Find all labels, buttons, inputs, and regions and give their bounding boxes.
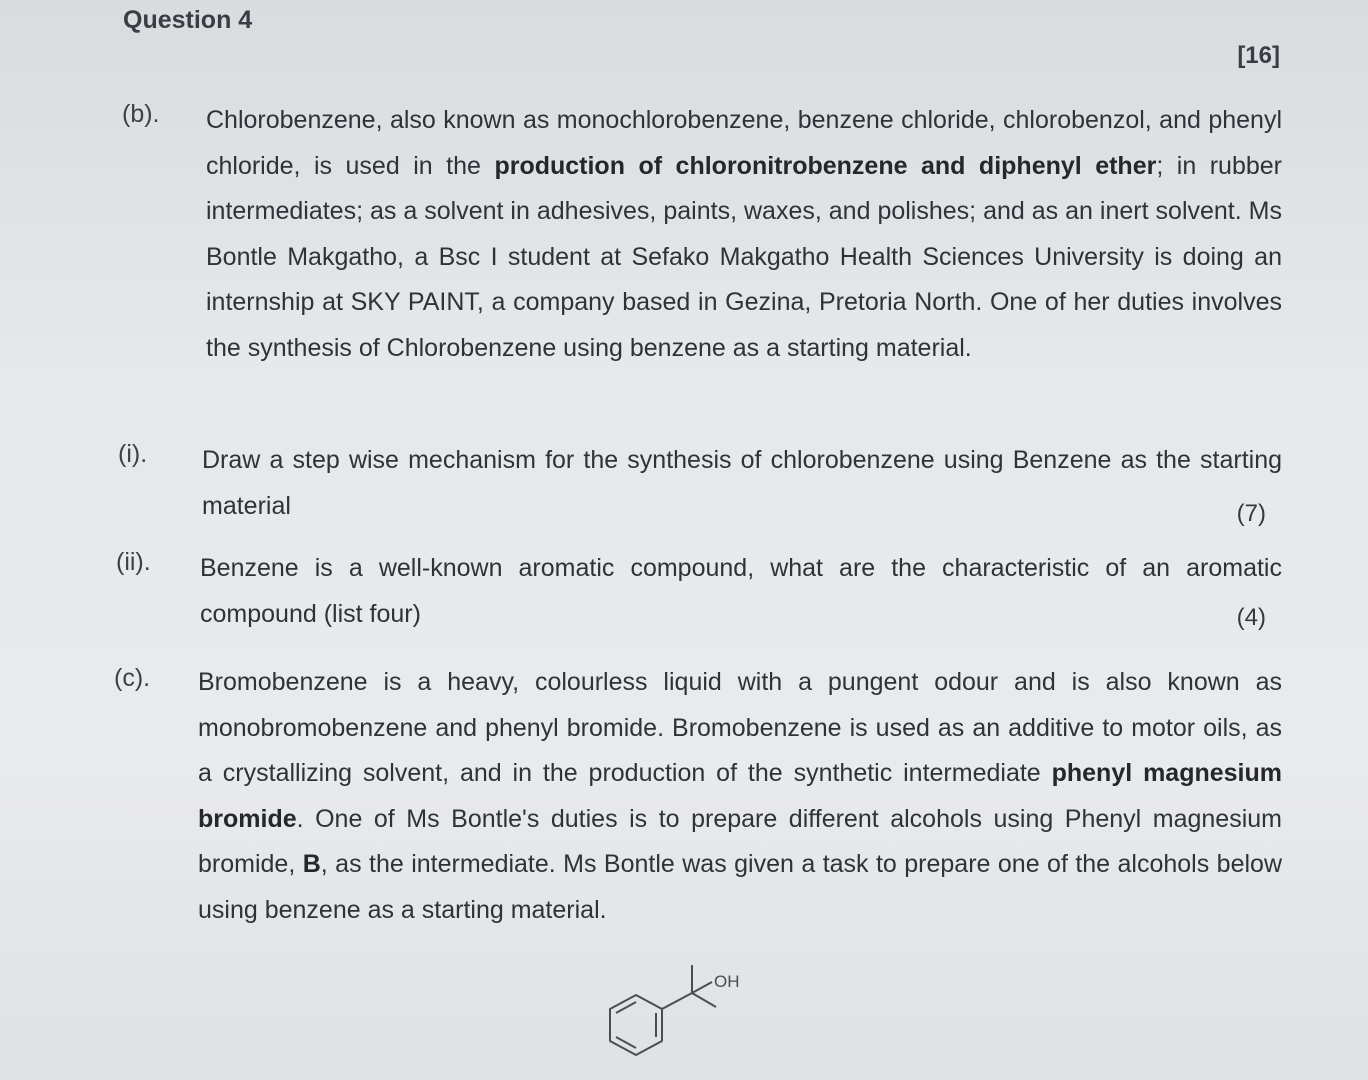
part-ii-label: (ii).: [116, 548, 151, 576]
part-b-label: (b).: [122, 100, 160, 128]
part-c-text-2: . One of Ms Bontle's duties is to prepare different alcohols using Phenyl magnesium bromide,: [198, 804, 1282, 878]
part-c-text: [198, 660, 1282, 933]
part-b-text-1: Chlorobenzene, also known as monochlorobenzene, benzene chloride, chlorobenzol, and phenyl chloride, is used in the: [206, 106, 1282, 180]
part-i-text: Draw a step wise mechanism for the synthesis of chlorobenzene using Benzene as the starting material: [202, 446, 1282, 520]
part-i-label: (i).: [118, 440, 148, 468]
part-b-text-2: ; in rubber intermediates; as a solvent in adhesives, paints, waxes, and polishes; and as an inert solvent. Ms Bontle Makgatho, a Bsc I student at Sefako Makgatho Health Sciences University is doing an internship at SKY PAINT, a company based in Gezina, Pretoria North. One of her duties involves the synthesis of Chlorobenzene using benzene as a starting material.: [206, 151, 1282, 362]
ring-to-carbon-bond: [662, 993, 692, 1009]
part-c-label: (c).: [114, 664, 151, 692]
benzene-ring: [610, 995, 662, 1055]
part-b-bold-text: production of chloronitrobenzene and diphenyl ether: [494, 151, 1157, 180]
hydroxyl-bond: [692, 982, 712, 993]
part-c-text-1: Bromobenzene is a heavy, colourless liquid with a pungent odour and is also known as monobromobenzene and phenyl bromide. Bromobenzene is used as an additive to motor oils, as a crystallizing solvent, and in the production of the synthetic intermediate: [198, 668, 1282, 787]
question-heading: Question 4: [123, 6, 253, 34]
part-ii-text: Benzene is a well-known aromatic compound, what are the characteristic of an aromatic compound (list four): [200, 554, 1282, 628]
part-i: [110, 438, 1282, 529]
part-i-marks: (7): [1236, 500, 1266, 527]
part-c: [110, 660, 1282, 933]
oh-label: OH: [714, 972, 740, 991]
methyl-bond-down: [692, 993, 716, 1007]
total-marks: [16]: [1237, 42, 1280, 69]
part-ii: [110, 546, 1282, 637]
part-b: [110, 98, 1282, 371]
alcohol-structure-diagram: [600, 955, 760, 1070]
part-c-text-3: , as the intermediate. Ms Bontle was given a task to prepare one of the alcohols below using benzene as a starting material.: [198, 850, 1282, 924]
part-c-bold-text: phenyl magnesium bromide: [198, 759, 1282, 833]
part-ii-marks: (4): [1236, 604, 1266, 631]
part-b-text: [206, 98, 1282, 371]
part-c-bold-b: B: [302, 850, 321, 878]
